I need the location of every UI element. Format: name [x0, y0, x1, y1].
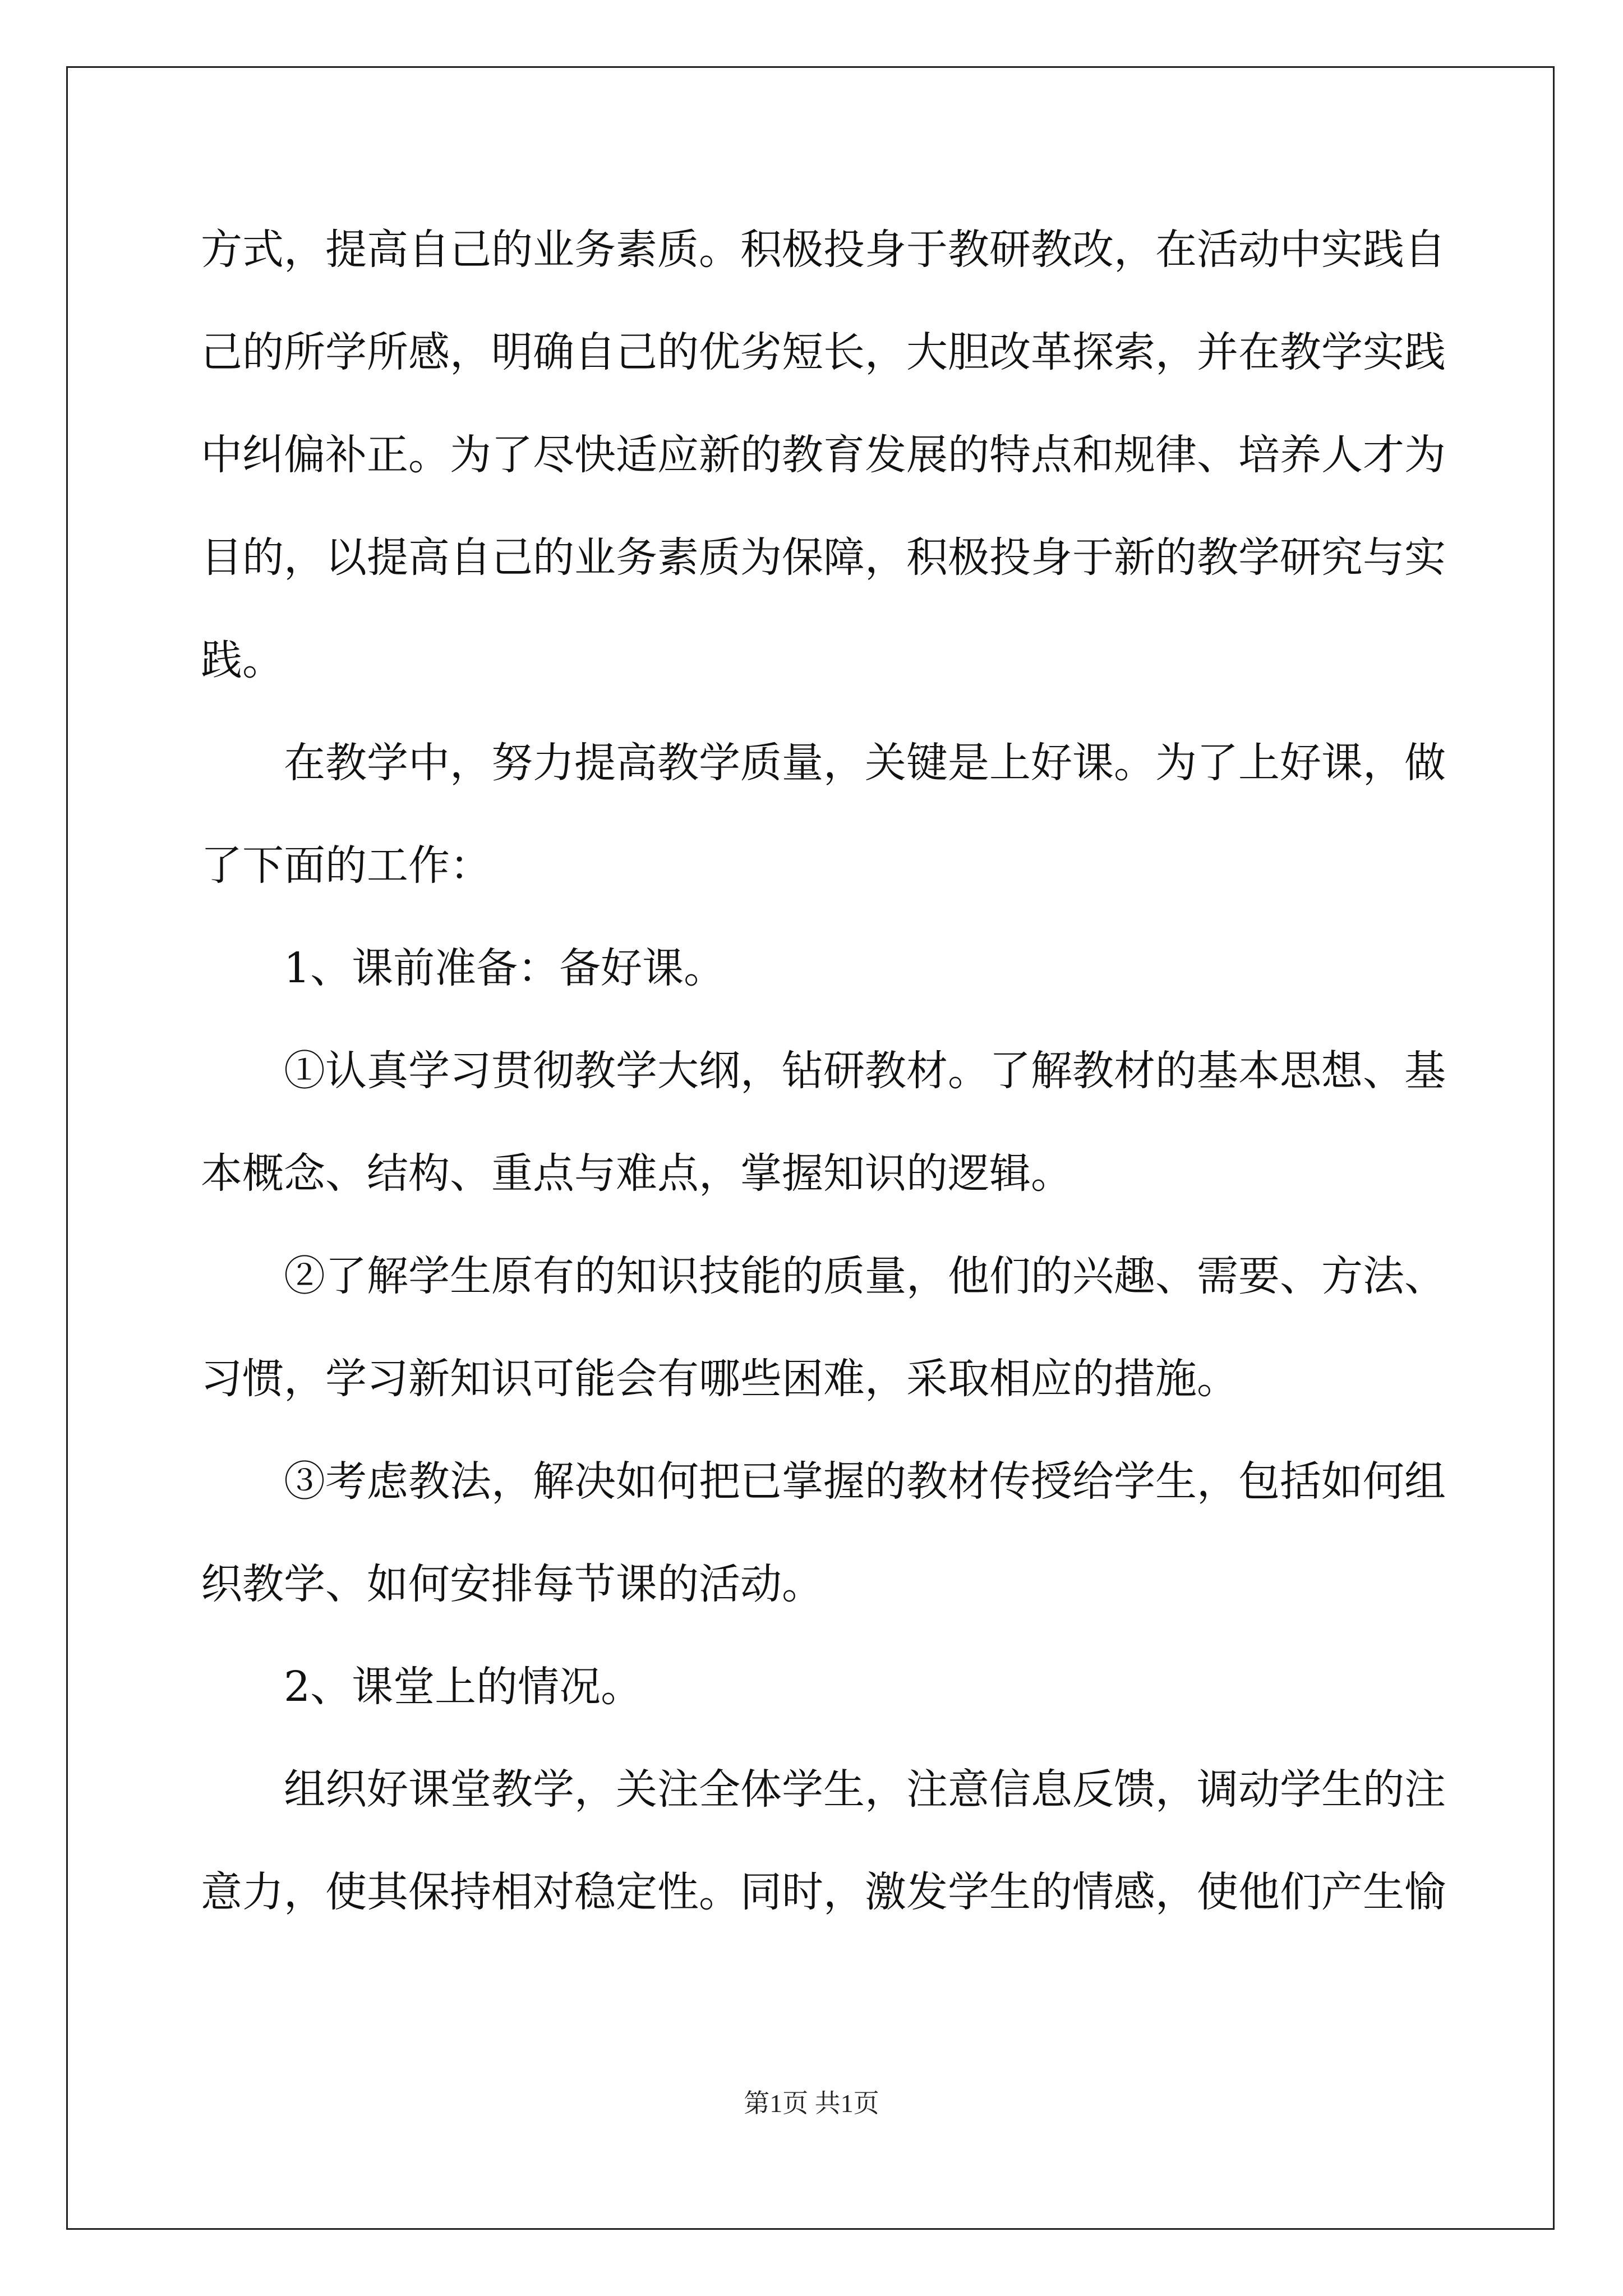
paragraph-first-line: ②了解学生原有的知识技能的质量，他们的兴趣、需要、方法、 — [284, 1252, 1446, 1300]
body-line: 践。 — [201, 636, 284, 684]
body-line: 中纠偏补正。为了尽快适应新的教育发展的特点和规律、培养人才为 — [201, 431, 1446, 479]
section-heading: 2、课堂上的情况。 — [284, 1663, 643, 1711]
paragraph-first-line: 在教学中，努力提高教学质量，关键是上好课。为了上好课，做 — [284, 739, 1446, 787]
body-line: 方式，提高自己的业务素质。积极投身于教研教改，在活动中实践自 — [201, 226, 1446, 274]
body-line: 织教学、如何安排每节课的活动。 — [201, 1560, 823, 1608]
body-line: 本概念、结构、重点与难点，掌握知识的逻辑。 — [201, 1149, 1072, 1198]
paragraph-first-line: 组织好课堂教学，关注全体学生，注意信息反馈，调动学生的注 — [284, 1765, 1446, 1814]
paragraph-first-line: ①认真学习贯彻教学大纲，钻研教材。了解教材的基本思想、基 — [284, 1047, 1446, 1095]
body-line: 己的所学所感，明确自己的优劣短长，大胆改革探索，并在教学实践 — [201, 328, 1446, 376]
body-line: 习惯，学习新知识可能会有哪些困难，采取相应的措施。 — [201, 1355, 1238, 1403]
body-line: 意力，使其保持相对稳定性。同时，激发学生的情感，使他们产生愉 — [201, 1868, 1446, 1916]
body-line: 了下面的工作： — [201, 841, 491, 890]
body-line: 目的，以提高自己的业务素质为保障，积极投身于新的教学研究与实 — [201, 533, 1446, 582]
paragraph-first-line: ③考虑教法，解决如何把已掌握的教材传授给学生，包括如何组 — [284, 1457, 1446, 1506]
section-heading: 1、课前准备：备好课。 — [284, 944, 726, 992]
page-footer: 第1页 共1页 — [744, 2089, 879, 2118]
